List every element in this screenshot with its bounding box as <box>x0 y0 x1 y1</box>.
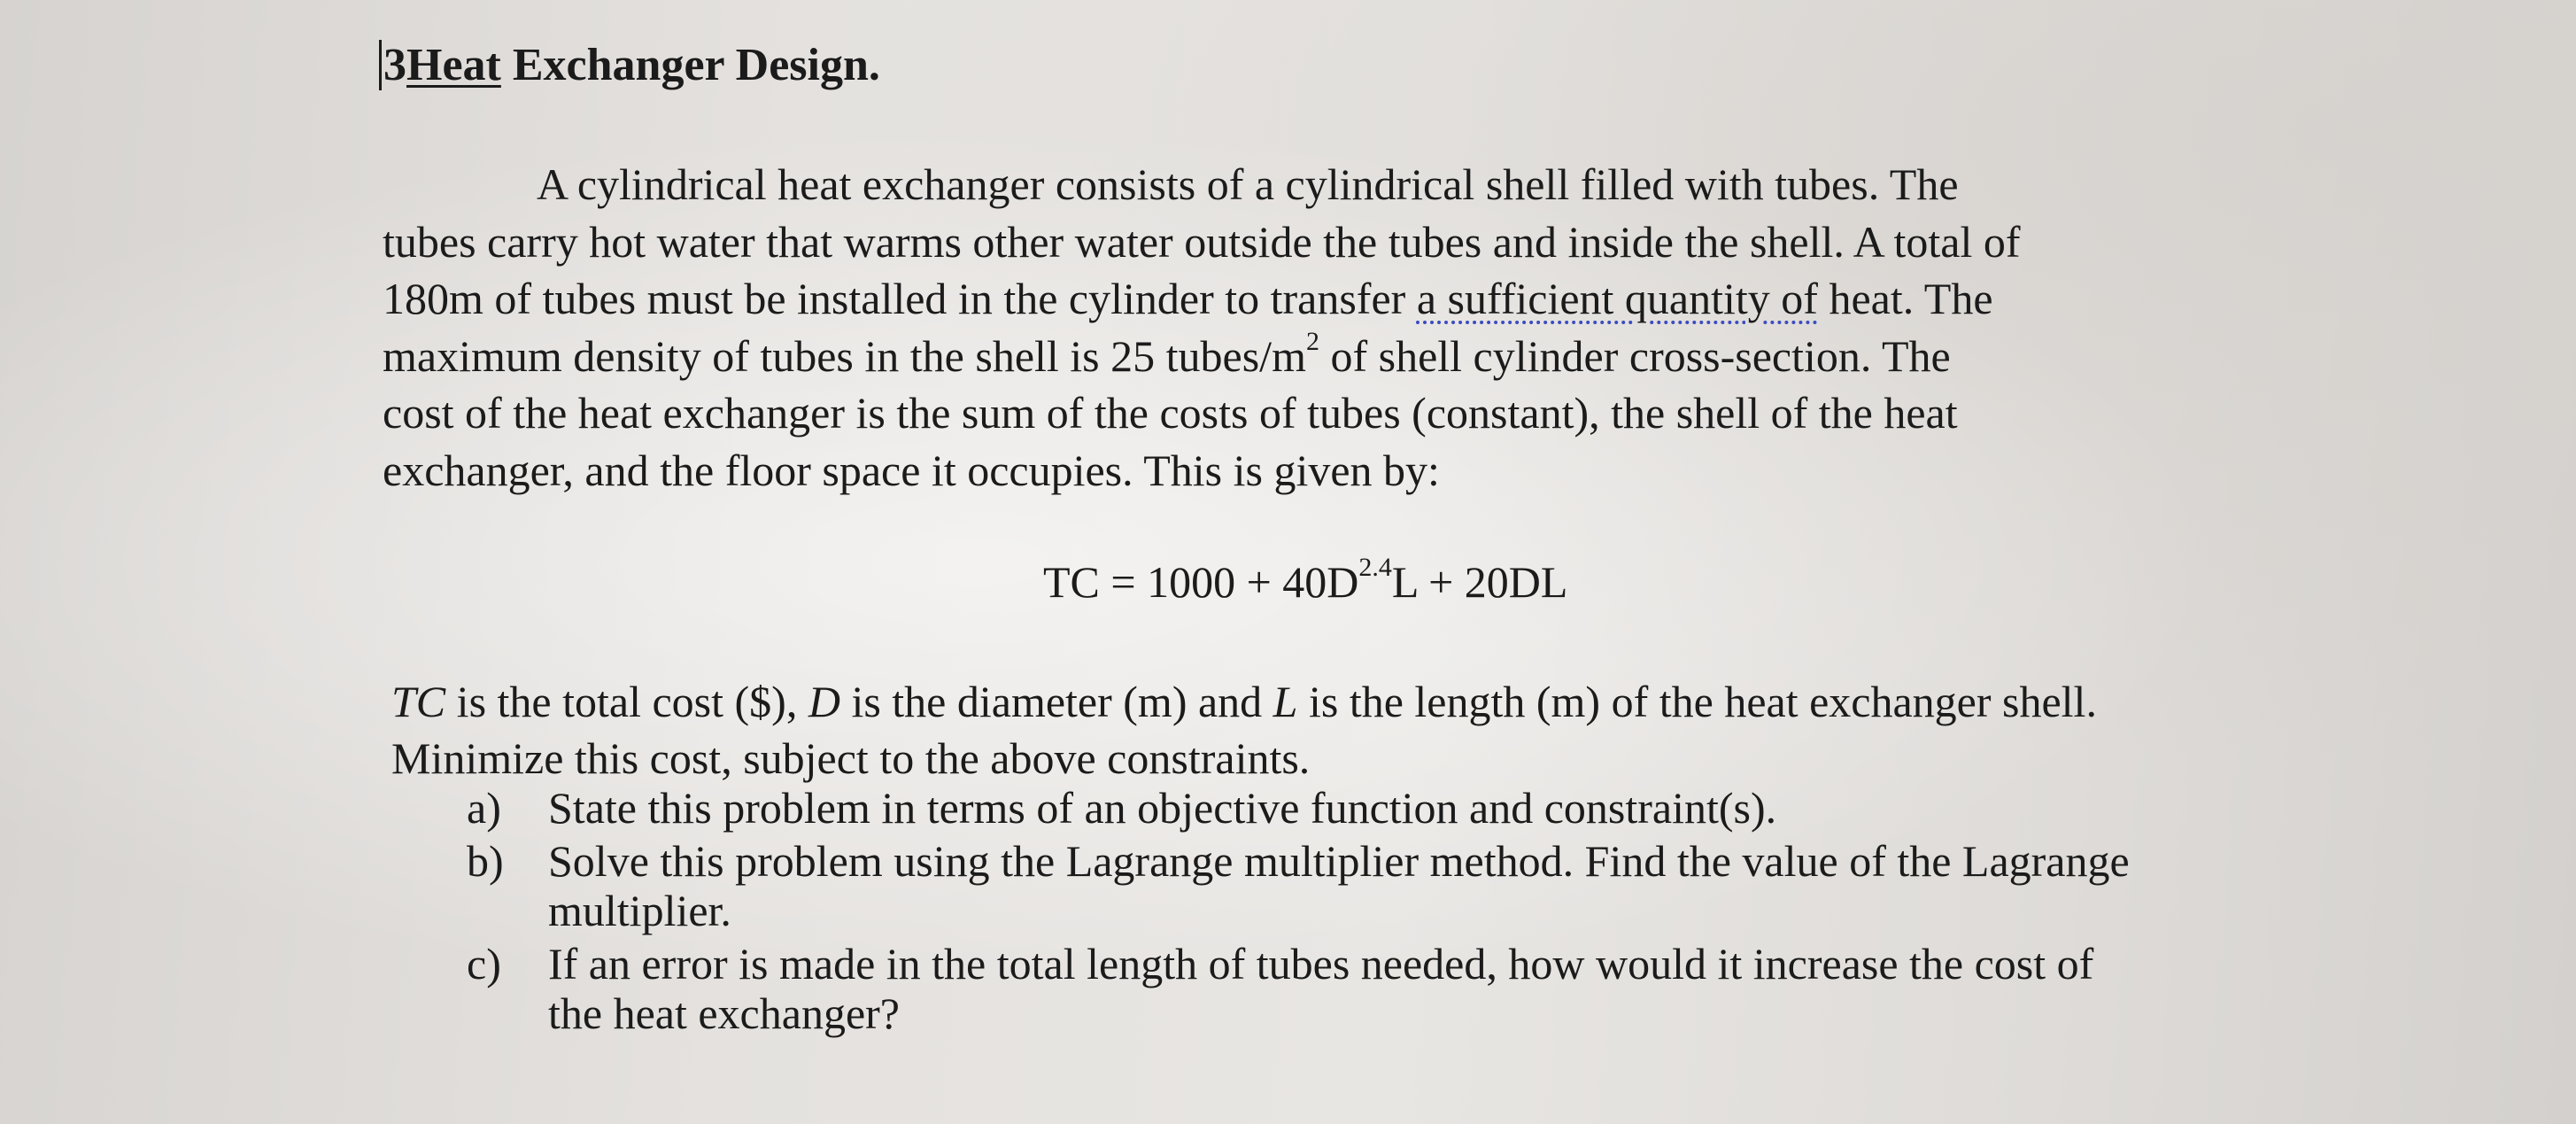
heading-rest: Exchanger Design. <box>500 40 880 90</box>
paragraph-line-4-b: of shell cylinder cross-section. The <box>1319 330 1951 381</box>
question-label: b) <box>467 836 504 886</box>
problem-paragraph <box>383 156 2313 499</box>
tc-definition: is the total cost ($), <box>445 677 808 726</box>
equation-part-b: L + 20DL <box>1391 557 1568 607</box>
question-c-line-2: the heat exchanger? <box>548 988 900 1038</box>
paragraph-line-4-a: maximum density of tubes in the shell is 25 tubes/m <box>383 330 1306 381</box>
question-b-line-2: multiplier. <box>548 886 731 935</box>
question-label: c) <box>467 939 501 988</box>
equation-exponent: 2.4 <box>1358 553 1392 582</box>
cost-equation <box>1043 553 1568 608</box>
var-l: L <box>1273 677 1298 726</box>
paragraph-line-1: A cylindrical heat exchanger consists of a cylindrical shell filled with tubes. The <box>537 159 1959 209</box>
question-text <box>548 783 2415 833</box>
paragraph-line-2: tubes carry hot water that warms other water outside the tubes and inside the shell. A total of <box>383 216 2021 267</box>
question-b <box>467 836 2415 935</box>
paragraph-line-5: cost of the heat exchanger is the sum of the costs of tubes (constant), the shell of the heat <box>383 388 1958 438</box>
paragraph-line-3-a: 180m of tubes must be installed in the cylinder to transfer <box>383 274 1417 323</box>
question-list <box>467 783 2415 1042</box>
question-c-line-1: If an error is made in the total length of tubes needed, how would it increase the cost of <box>548 939 2094 988</box>
section-number: 3 <box>379 40 406 90</box>
paragraph-line-3-b: heat. The <box>1817 274 1993 323</box>
equation-part-a: TC = 1000 + 40D <box>1043 557 1359 607</box>
definitions-line-2: Minimize this cost, subject to the above constraints. <box>391 733 1311 783</box>
question-text <box>548 939 2415 1038</box>
var-d: D <box>808 677 840 726</box>
question-text <box>548 836 2415 935</box>
question-a <box>467 783 2415 833</box>
var-tc: TC <box>391 677 446 726</box>
heading-underlined-word: Heat <box>406 40 501 90</box>
question-c <box>467 939 2415 1038</box>
paragraph-line-6: exchanger, and the floor space it occupies. This is given by: <box>383 445 1440 495</box>
paragraph-line-3 <box>383 270 2313 328</box>
question-b-line-1: Solve this problem using the Lagrange multiplier method. Find the value of the Lagrange <box>548 836 2130 886</box>
definitions-line-1 <box>391 673 2340 730</box>
question-a-line-1: State this problem in terms of an objective function and constraint(s). <box>548 783 1777 833</box>
paragraph-line-4 <box>383 328 2313 385</box>
section-heading <box>379 39 880 91</box>
definitions-paragraph <box>391 673 2340 787</box>
l-definition: is the length (m) of the heat exchanger shell. <box>1297 677 2097 726</box>
grammar-flag-underline: a sufficient quantity of <box>1416 274 1818 323</box>
superscript-2: 2 <box>1305 326 1319 356</box>
d-definition: is the diameter (m) and <box>839 677 1273 726</box>
question-label: a) <box>467 783 501 833</box>
